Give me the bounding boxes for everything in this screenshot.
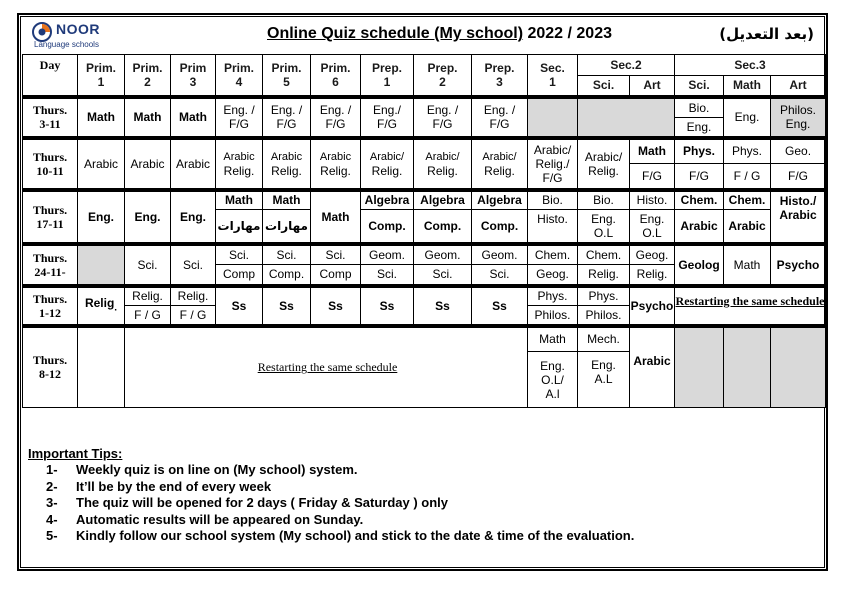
cell-sec3-restart: Restarting the same schedule: [675, 286, 826, 326]
cell-prim-1: Eng.: [78, 190, 125, 244]
cell-sec2-art: Arabic: [630, 326, 675, 408]
cell-prim-3-top: Relig.: [171, 286, 216, 306]
cell-prim-3: Arabic: [171, 138, 216, 190]
cell-prim-1: Arabic: [78, 138, 125, 190]
cell-prep-1-top: Geom.: [361, 244, 414, 265]
cell-prep-3-top: Algebra: [472, 190, 528, 210]
cell-sec3-sci-bottom: F/G: [675, 164, 724, 190]
cell-sec2-art: Psycho: [630, 286, 675, 326]
cell-sec3-math-bottom: F / G: [724, 164, 771, 190]
cell-prim-4: Ss: [216, 286, 263, 326]
cell-prep-1-bottom: Sci.: [361, 265, 414, 286]
page-title: [267, 25, 612, 43]
col-sec3-art: Art: [771, 76, 826, 97]
logo-text: NOOR: [56, 21, 100, 37]
cell-prep-2: Ss: [414, 286, 472, 326]
cell-sec2-art-top: Geog.: [630, 244, 675, 265]
cell-sec-1-bottom: Geog.: [528, 265, 578, 286]
cell-sec3-art-bottom: F/G: [771, 164, 826, 190]
cell-sec3-sci-empty: [675, 326, 724, 408]
col-sec2-art: Art: [630, 76, 675, 97]
day-cell: Thurs. 10-11: [23, 138, 78, 190]
cell-sec2-art-top: Histo.: [630, 190, 675, 210]
cell-prim-5-bottom: مهارات: [263, 210, 311, 244]
cell-prim-1: Relig$_.$: [78, 286, 125, 326]
cell-prim-5: Arabic Relig.: [263, 138, 311, 190]
cell-prep-2-bottom: Comp.: [414, 210, 472, 244]
cell-sec3-sci-bottom: Arabic: [675, 210, 724, 244]
col-prim-5: Prim. 5: [263, 55, 311, 97]
cell-sec-1-top: Phys.: [528, 286, 578, 306]
tip-item: 5- Kindly follow our school system (My school) and stick to the date & time of the evaluation.: [46, 528, 635, 543]
cell-sec3-math-top: Phys.: [724, 138, 771, 164]
row-8-12: [23, 326, 826, 352]
header-row: [23, 55, 826, 76]
day-cell: Thurs. 8-12: [23, 326, 78, 408]
cell-sec-1-top: Chem.: [528, 244, 578, 265]
cell-prim-3-bottom: F / G: [171, 306, 216, 326]
cell-prep-3-top: Geom.: [472, 244, 528, 265]
col-prim-2: Prim. 2: [125, 55, 171, 97]
col-prep-1: Prep. 1: [361, 55, 414, 97]
cell-prep-3: Ss: [472, 286, 528, 326]
cell-sec3-sci-top: Phys.: [675, 138, 724, 164]
col-prep-3: Prep. 3: [472, 55, 528, 97]
cell-sec3-math-bottom: Arabic: [724, 210, 771, 244]
col-sec-2: Sec.2: [578, 55, 675, 76]
cell-prim-3: Sci.: [171, 244, 216, 286]
cell-prep-3-bottom: Comp.: [472, 210, 528, 244]
cell-prep-2-bottom: Sci.: [414, 265, 472, 286]
cell-prep-3: Arabic/ Relig.: [472, 138, 528, 190]
cell-sec3-sci: Geolog: [675, 244, 724, 286]
cell-sec2-sci-bottom: Philos.: [578, 306, 630, 326]
cell-prim-2: Arabic: [125, 138, 171, 190]
cell-prim-2: Sci.: [125, 244, 171, 286]
cell-prim-4-bottom: Comp: [216, 265, 263, 286]
row-24-11: [23, 244, 826, 265]
cell-sec-1-bottom: Histo.: [528, 210, 578, 244]
cell-prep-2-top: Algebra: [414, 190, 472, 210]
cell-prim-4: Eng. / F/G: [216, 97, 263, 138]
cell-prep-1: Arabic/ Relig.: [361, 138, 414, 190]
cell-prim-3: Math: [171, 97, 216, 138]
cell-sec2-sci-top: Mech.: [578, 326, 630, 352]
cell-sec3-math: Math: [724, 244, 771, 286]
cell-sec2-art-bottom: F/G: [630, 164, 675, 190]
cell-sec2-art-bottom: Relig.: [630, 265, 675, 286]
cell-prim-2: Eng.: [125, 190, 171, 244]
cell-sec3-sci-top: Bio.: [675, 97, 724, 118]
cell-sec2-sci-bottom: Relig.: [578, 265, 630, 286]
cell-sec-1-bottom: Philos.: [528, 306, 578, 326]
cell-prep-1-bottom: Comp.: [361, 210, 414, 244]
cell-prim-5-top: Math: [263, 190, 311, 210]
noor-logo: [30, 20, 120, 50]
row-10-11: [23, 138, 826, 164]
cell-sec3-art: Histo./ Arabic: [771, 190, 826, 244]
cell-prim-4: Arabic Relig.: [216, 138, 263, 190]
cell-prim-1-empty: [78, 326, 125, 408]
tips-title: Important Tips:: [28, 446, 123, 461]
cell-sec3-math-top: Chem.: [724, 190, 771, 210]
cell-prep-2: Arabic/ Relig.: [414, 138, 472, 190]
day-cell: Thurs. 3-11: [23, 97, 78, 138]
day-cell: Thurs. 24-11-: [23, 244, 78, 286]
cell-prim-4-bottom: مهارات: [216, 210, 263, 244]
col-sec2-sci: Sci.: [578, 76, 630, 97]
col-prim-6: Prim. 6: [311, 55, 361, 97]
col-sec-3: Sec.3: [675, 55, 826, 76]
cell-prim-1: Math: [78, 97, 125, 138]
row-1-12: [23, 286, 826, 306]
cell-sec3-math-empty: [724, 326, 771, 408]
cell-prim-1-empty: [78, 244, 125, 286]
cell-sec2-sci-top: Phys.: [578, 286, 630, 306]
title-underlined: Online Quiz schedule (My school): [267, 25, 524, 42]
important-tips: [28, 446, 818, 545]
cell-prep-2: Eng. / F/G: [414, 97, 472, 138]
cell-prim-5: Eng. / F/G: [263, 97, 311, 138]
title-year: 2022 / 2023: [523, 25, 612, 42]
cell-sec3-art: Psycho: [771, 244, 826, 286]
row-17-11: [23, 190, 826, 210]
cell-prep-1-top: Algebra: [361, 190, 414, 210]
cell-sec2-sci: Arabic/ Relig.: [578, 138, 630, 190]
col-prim-1: Prim. 1: [78, 55, 125, 97]
col-day: Day: [23, 55, 78, 97]
cell-sec-1-top: Bio.: [528, 190, 578, 210]
col-sec3-sci: Sci.: [675, 76, 724, 97]
cell-sec3-sci-bottom: Eng.: [675, 118, 724, 138]
cell-sec-2-empty: [578, 97, 675, 138]
cell-prim-4-top: Sci.: [216, 244, 263, 265]
cell-prim-6: Arabic Relig.: [311, 138, 361, 190]
cell-sec-1-bottom: Eng. O.L/ A.l: [528, 352, 578, 408]
cell-prim-6: Math: [311, 190, 361, 244]
cell-prep-3-bottom: Sci.: [472, 265, 528, 286]
row-3-11: [23, 97, 826, 118]
cell-prim-6: Ss: [311, 286, 361, 326]
cell-prep-2-top: Geom.: [414, 244, 472, 265]
cell-sec-1-empty: [528, 97, 578, 138]
tip-item: 4- Automatic results will be appeared on Sunday.: [46, 511, 364, 527]
cell-sec-1-top: Math: [528, 326, 578, 352]
tip-item: 3- The quiz will be opened for 2 days ( Friday & Saturday ) only: [46, 495, 449, 510]
cell-sec-1: Arabic/ Relig./ F/G: [528, 138, 578, 190]
day-cell: Thurs. 17-11: [23, 190, 78, 244]
cell-sec2-sci-bottom: Eng. A.L: [578, 352, 630, 408]
col-prim-4: Prim. 4: [216, 55, 263, 97]
cell-prim-2-bottom: F / G: [125, 306, 171, 326]
noor-logo-icon: [32, 22, 52, 42]
cell-sec2-sci-top: Chem.: [578, 244, 630, 265]
tip-item: 2- It’ll be by the end of every week: [46, 478, 272, 494]
cell-prim-2: Math: [125, 97, 171, 138]
cell-sec3-art-top: Geo.: [771, 138, 826, 164]
cell-prep-1: Eng./ F/G: [361, 97, 414, 138]
cell-prep-1: Ss: [361, 286, 414, 326]
cell-prim-4-top: Math: [216, 190, 263, 210]
cell-prep-3: Eng. / F/G: [472, 97, 528, 138]
cell-prim-6-bottom: Comp: [311, 265, 361, 286]
cell-sec3-art-empty: [771, 326, 826, 408]
cell-sec2-art-bottom: Eng. O.L: [630, 210, 675, 244]
cell-prim-5-top: Sci.: [263, 244, 311, 265]
col-prep-2: Prep. 2: [414, 55, 472, 97]
cell-sec3-math: Eng.: [724, 97, 771, 138]
cell-prim-6: Eng. / F/G: [311, 97, 361, 138]
quiz-schedule-table: [22, 54, 826, 408]
tip-item: 1- Weekly quiz is on line on (My school) system.: [46, 462, 358, 477]
cell-sec3-sci-top: Chem.: [675, 190, 724, 210]
logo-subtitle: Language schools: [34, 40, 99, 49]
cell-prim-2-top: Relig.: [125, 286, 171, 306]
cell-sec3-art: Philos. Eng.: [771, 97, 826, 138]
col-prim-3: Prim 3: [171, 55, 216, 97]
document-header: [22, 18, 824, 54]
cell-restart-schedule: Restarting the same schedule: [125, 326, 528, 408]
day-cell: Thurs. 1-12: [23, 286, 78, 326]
cell-prim-5-bottom: Comp.: [263, 265, 311, 286]
cell-prim-5: Ss: [263, 286, 311, 326]
revision-note: (بعد التعديل): [719, 25, 814, 43]
col-sec-1: Sec. 1: [528, 55, 578, 97]
col-sec3-math: Math: [724, 76, 771, 97]
cell-prim-6-top: Sci.: [311, 244, 361, 265]
cell-sec2-art-top: Math: [630, 138, 675, 164]
cell-sec2-sci-top: Bio.: [578, 190, 630, 210]
cell-sec2-sci-bottom: Eng. O.L: [578, 210, 630, 244]
cell-prim-3: Eng.: [171, 190, 216, 244]
